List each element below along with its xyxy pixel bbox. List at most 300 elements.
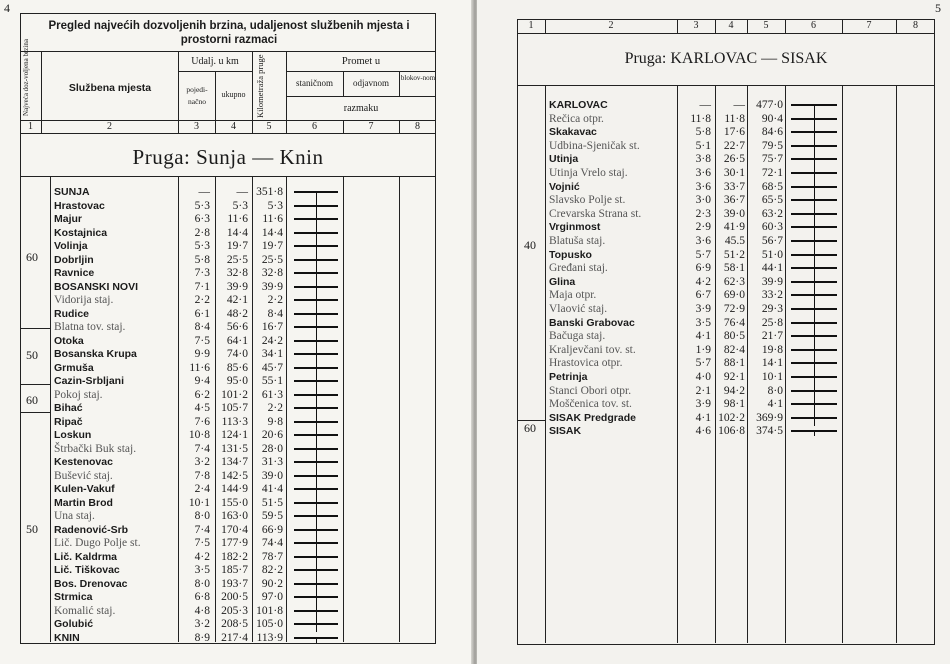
segment-distance: 7·5 [194,334,210,347]
station-name: Utinja Vrelo staj. [549,167,628,179]
table-row [50,293,436,307]
track-kilometer: 60·3 [761,221,783,234]
table-row [50,496,436,510]
total-distance: 22·7 [723,139,745,152]
station-name: Udbina-Sjeničak st. [549,139,640,152]
traffic-header: Promet u [341,56,381,67]
total-distance: 14·4 [226,226,248,239]
track-kilometer: 72·1 [761,167,783,179]
page-number: 5 [935,1,941,15]
station-name: Maja otpr. [549,289,597,302]
total-distance: 69·0 [723,289,745,302]
table-row [545,98,935,112]
segment-distance: 7·6 [194,415,210,428]
track-kilometer: 39·9 [761,275,783,288]
total-distance: 98·1 [723,398,745,411]
station-name: Ravnice [54,267,95,279]
track-kilometer: 59·5 [261,510,283,522]
total-distance: 64·1 [226,334,248,347]
speed-mark: 50 [26,522,38,536]
station-name: Crevarska Strana st. [549,207,642,220]
segment-distance: 4·8 [194,604,210,617]
segment-distance: 2·1 [695,384,711,397]
total-distance: 124·1 [221,429,248,441]
total-distance: 72·9 [723,303,745,315]
table-row [50,280,436,294]
segment-distance: — [198,186,210,198]
station-name: Bihać [54,402,83,414]
station-name: Radenović-Srb [54,523,129,536]
table-row [50,185,436,199]
total-distance: 48·2 [226,307,248,320]
station-name: Moščenica tov. st. [549,398,632,411]
track-kilometer: 28·0 [261,442,283,455]
track-kilometer: 82·2 [261,564,283,576]
segment-distance: 3·8 [695,153,711,166]
station-name: Skakavac [549,126,597,139]
total-distance: 36·7 [723,194,745,207]
total-distance: 74·0 [226,348,248,360]
left-page [0,0,473,664]
table-row [50,577,436,591]
interval-symbol [791,411,837,425]
total-distance: 182·2 [221,550,248,563]
segment-distance: 5·7 [695,248,711,261]
segment-distance: 6·2 [194,388,210,401]
total-distance: 51·2 [723,248,745,261]
colnum: 6 [811,20,816,31]
block-interval-header: blokov-nom [400,74,436,82]
table-row [545,329,935,343]
track-kilometer: 374·5 [756,425,783,438]
total-distance: 26·5 [723,153,745,166]
table-row [50,361,436,375]
colnum: 1 [528,20,534,31]
track-kilometer: 63·2 [761,207,783,220]
total-distance: — [236,186,248,198]
track-kilometer: 2·2 [267,402,283,414]
total-distance: 142·5 [221,469,248,482]
station-name: Hrastovac [54,199,105,212]
colnum: 5 [763,20,769,31]
colnum: 8 [913,20,918,31]
segment-distance: 11·8 [690,112,711,125]
track-kilometer: 61·3 [261,388,283,401]
total-distance: 185·7 [221,564,248,576]
track-kilometer: 25·5 [261,253,283,266]
colnum: 7 [368,121,374,132]
segment-distance: 8·9 [194,631,210,644]
table-row [545,125,935,139]
speed-mark: 50 [26,348,38,362]
table-row [50,374,436,388]
table-row [50,347,436,361]
segment-distance: 7·3 [194,267,210,279]
route-title: Pruga: KARLOVAC — SISAK [624,50,828,67]
table-row [545,288,935,302]
table-row [50,212,436,226]
table-row [50,266,436,280]
table-row [545,234,935,248]
station-name: Bosanska Krupa [54,348,137,360]
track-kilometer: 24·2 [261,334,283,347]
total-distance: 92·1 [723,371,745,383]
total-distance: 208·5 [221,618,248,630]
station-name: Kestenovac [54,456,113,468]
station-name: Rečica otpr. [549,112,604,125]
total-distance: 85·6 [226,361,248,374]
segment-distance: — [699,99,711,111]
table-row [545,139,935,153]
station-name: Bačuga staj. [549,330,606,343]
station-name: Volinja [54,240,88,252]
segment-distance: 7·4 [194,523,210,536]
track-kilometer: 105·0 [256,618,283,630]
segment-distance: 3·0 [695,194,711,207]
table-row [50,590,436,604]
colnum: 6 [312,121,317,132]
segment-distance: 6·7 [695,289,711,302]
track-kilometer: 16·7 [261,321,283,333]
segment-distance: 6·1 [194,307,210,320]
track-kilometer: 51·5 [261,496,283,509]
track-kilometer: 68·5 [761,180,783,193]
station-name: Lič. Dugo Polje st. [54,537,141,549]
total-distance: 193·7 [221,577,248,590]
station-name: Strmica [54,591,93,603]
colnum: 5 [266,121,272,132]
colnum: 2 [107,121,112,132]
station-name: KNIN [54,631,80,644]
station-name: Vidorija staj. [54,294,114,306]
table-row [545,248,935,262]
table-row [50,388,436,402]
colnum: 4 [728,20,734,31]
total-distance: 170·4 [221,523,248,536]
segment-distance: 7·4 [194,442,210,455]
segment-distance: 4·6 [695,425,711,438]
table-row [50,415,436,429]
segment-distance: 3·6 [695,235,711,247]
distance-segment-header: pojedi-načno [186,85,208,106]
total-distance: 19·7 [226,240,248,252]
station-name: Banski Grabovac [549,316,635,329]
segment-distance: 10·8 [188,429,210,441]
total-distance: 80·5 [723,330,745,343]
total-distance: 33·7 [723,180,745,193]
colnum: 3 [693,20,699,31]
station-name: Majur [54,213,83,225]
table-row [50,617,436,631]
interval-symbol [791,424,837,438]
track-kilometer: 21·7 [761,330,783,343]
segment-distance: 4·2 [194,550,210,563]
station-name: Cazin-Srbljani [54,375,125,387]
table-row [50,509,436,523]
interval-symbol [294,631,338,645]
track-kilometer: 55·1 [261,375,283,387]
segment-distance: 9·9 [194,348,210,360]
colnum: 1 [28,121,33,132]
segment-distance: 5·3 [194,240,210,252]
track-kilometer: 66·9 [261,523,283,536]
track-kilometer: 39·9 [261,280,283,293]
segment-distance: 8·0 [194,510,210,522]
table-row [545,152,935,166]
total-distance: 131·5 [221,442,248,455]
station-name: Rudice [54,307,90,320]
segment-distance: 3·9 [695,303,711,315]
table-row [545,397,935,411]
table-row [545,356,935,370]
station-name: Vrginmost [549,221,601,234]
total-distance: 39·9 [226,280,248,293]
station-name: Blatna tov. staj. [54,321,126,333]
table-row [50,469,436,483]
total-distance: 42·1 [226,294,248,306]
track-kilometer: 9·8 [267,415,283,428]
segment-distance: 6·8 [194,591,210,603]
total-distance: 200·5 [221,591,248,603]
station-name: Otoka [54,334,84,347]
table-row [545,166,935,180]
station-name: Blatuša staj. [549,235,606,247]
station-name: Vojnić [549,180,580,193]
station-name: Martin Brod [54,496,113,509]
segment-distance: 3·5 [194,564,210,576]
colnum: 2 [608,20,614,31]
track-kilometer: 56·7 [761,235,783,247]
track-kilometer: 19·7 [261,240,283,252]
table-row [50,253,436,267]
segment-distance: 4·2 [695,275,711,288]
track-kilometer: 351·8 [256,186,283,198]
track-kilometer: 75·7 [761,153,783,166]
segment-distance: 3·2 [194,618,210,630]
table-row [545,275,935,289]
station-name: Kraljevčani tov. st. [549,343,636,356]
total-distance: 88·1 [723,357,745,370]
segment-distance: 2·2 [194,294,210,306]
page-number: 4 [4,1,10,15]
total-distance: 163·0 [221,510,248,522]
table-row [50,442,436,456]
table-row [50,604,436,618]
station-name: SUNJA [54,186,90,198]
track-kilometer: 8·0 [767,384,783,397]
total-distance: 30·1 [723,167,745,179]
table-row [50,482,436,496]
segment-distance: 2·9 [695,221,711,234]
station-name: SISAK [549,425,582,438]
segment-distance: 4·0 [695,371,711,383]
station-name: Kulen-Vakuf [54,483,115,495]
track-kilometer: 41·4 [261,483,283,495]
track-kilometer: 34·1 [261,348,283,360]
station-name: Bos. Drenovac [54,577,128,590]
track-kilometer: 11·6 [262,213,283,225]
segment-distance: 4·1 [695,411,711,424]
table-row [50,455,436,469]
segment-distance: 4·1 [695,330,711,343]
speed-mark: 60 [524,421,536,435]
total-distance: 11·6 [227,213,248,225]
segment-distance: 7·1 [194,280,210,293]
table-row [545,384,935,398]
station-name: Utinja [549,153,579,166]
route-title: Pruga: Sunja — Knin [132,145,324,169]
table-row [50,631,436,645]
total-distance: 25·5 [226,253,248,266]
table-row [545,302,935,316]
track-kilometer: 369·9 [756,411,783,424]
table-row [545,343,935,357]
station-name: KARLOVAC [549,99,608,111]
speed-mark: 40 [524,238,536,252]
total-distance: 134·7 [221,456,248,468]
segment-distance: 5·7 [695,357,711,370]
distance-header: Udalj. u km [191,56,239,67]
table-row [545,193,935,207]
stations-header: Službena mjesta [68,82,152,94]
track-kilometer: 19·8 [761,343,783,356]
station-name: Slavsko Polje st. [549,194,626,207]
total-distance: 58·1 [723,262,745,275]
station-name: Bušević staj. [54,469,113,482]
table-row [545,316,935,330]
station-interval-header: staničnom [296,78,333,88]
segment-distance: 3·5 [695,316,711,329]
station-name: Gređani staj. [549,262,608,275]
total-distance: 144·9 [221,483,248,495]
segment-distance: 4·5 [194,402,210,414]
table-row [50,550,436,564]
total-distance: 11·8 [724,112,745,125]
total-distance: 39·0 [723,207,745,220]
segment-distance: 7·5 [194,537,210,549]
station-name: Loskun [54,429,92,441]
station-name: Vlaović staj. [549,303,608,315]
track-kilometer: 79·5 [761,139,783,152]
station-name: Glina [549,275,576,288]
colnum: 4 [231,121,236,132]
total-distance: 205·3 [221,604,248,617]
total-distance: 5·3 [232,199,248,212]
track-kilometer: 90·4 [761,112,783,125]
station-name: Hrastovica otpr. [549,357,623,370]
table-row [50,334,436,348]
table-row [545,261,935,275]
track-kilometer: 14·1 [761,357,783,370]
station-name: Štrbački Buk staj. [54,442,137,455]
station-name: Topusko [549,248,592,261]
track-kilometer: 44·1 [761,262,783,275]
segment-distance: 5·3 [194,199,210,212]
segment-distance: 11·6 [189,361,210,374]
total-distance: 76·4 [723,316,745,329]
track-kilometer: 101·8 [256,604,283,617]
segment-distance: 1·9 [695,343,711,356]
track-kilometer: 477·0 [756,99,783,111]
track-kilometer: 4·1 [767,398,783,411]
track-kilometer: 113·9 [256,631,283,644]
track-kilometer: 14·4 [261,226,283,239]
segment-distance: 10·1 [188,496,210,509]
station-name: Kostajnica [54,226,108,239]
station-name: Pokoj staj. [54,388,103,401]
station-name: Komalić staj. [54,604,116,617]
segment-distance: 3·2 [194,456,210,468]
station-name: Petrinja [549,371,588,383]
table-row [545,180,935,194]
table-row [50,320,436,334]
total-distance: 155·0 [221,496,248,509]
segment-distance: 2·3 [695,207,711,220]
max-speed-header: Najveća doz-voljena brzina [22,39,30,116]
colnum: 7 [866,20,872,31]
table-row [50,199,436,213]
track-kilometer: 8·4 [267,307,283,320]
table-row [545,207,935,221]
track-kilometer: 20·6 [261,429,283,441]
total-distance: 95·0 [226,375,248,387]
segment-distance: 6·3 [194,213,210,225]
track-kilometer: 78·7 [261,550,283,563]
segment-distance: 6·9 [695,262,711,275]
station-name: Dobrljin [54,253,94,266]
segment-distance: 8·4 [194,321,210,333]
segment-distance: 5·1 [695,139,711,152]
table-row [50,428,436,442]
table-row [545,112,935,126]
segment-distance: 8·0 [194,577,210,590]
track-kilometer: 84·6 [761,126,783,139]
station-name: Stanci Obori otpr. [549,384,632,397]
station-name: BOSANSKI NOVI [54,280,139,293]
segment-distance: 9·4 [194,375,210,387]
kilometer-header: Kilometraža pruge [255,54,265,118]
total-distance: 94·2 [723,384,745,397]
total-distance: 41·9 [723,221,745,234]
table-row [545,370,935,384]
station-name: Una staj. [54,510,95,522]
track-kilometer: 33·2 [761,289,783,302]
speed-mark: 60 [26,250,38,264]
segment-distance: 5·8 [695,126,711,139]
speed-mark: 60 [26,393,38,407]
track-kilometer: 90·2 [261,577,283,590]
total-distance: 32·8 [226,267,248,279]
track-kilometer: 32·8 [261,267,283,279]
track-kilometer: 97·0 [261,591,283,603]
table-row [50,536,436,550]
colnum: 3 [194,121,199,132]
header-title: Pregled najvećih dozvoljenih brzina, udaljenost službenih mjesta i prostorni razmaci [48,20,410,46]
segment-distance: 5·8 [194,253,210,266]
table-row [50,523,436,537]
total-distance: 45.5 [724,235,745,247]
total-distance: 217·4 [221,631,248,644]
interval-word: razmaku [343,103,379,114]
station-name: SISAK Predgrade [549,411,636,424]
track-kilometer: 2·2 [267,294,283,306]
track-kilometer: 31·3 [261,456,283,468]
total-distance: 101·2 [221,388,248,401]
segment-distance: 7·8 [194,469,210,482]
track-kilometer: 10·1 [761,371,783,383]
track-kilometer: 74·4 [261,537,283,549]
colnum: 8 [415,121,420,132]
